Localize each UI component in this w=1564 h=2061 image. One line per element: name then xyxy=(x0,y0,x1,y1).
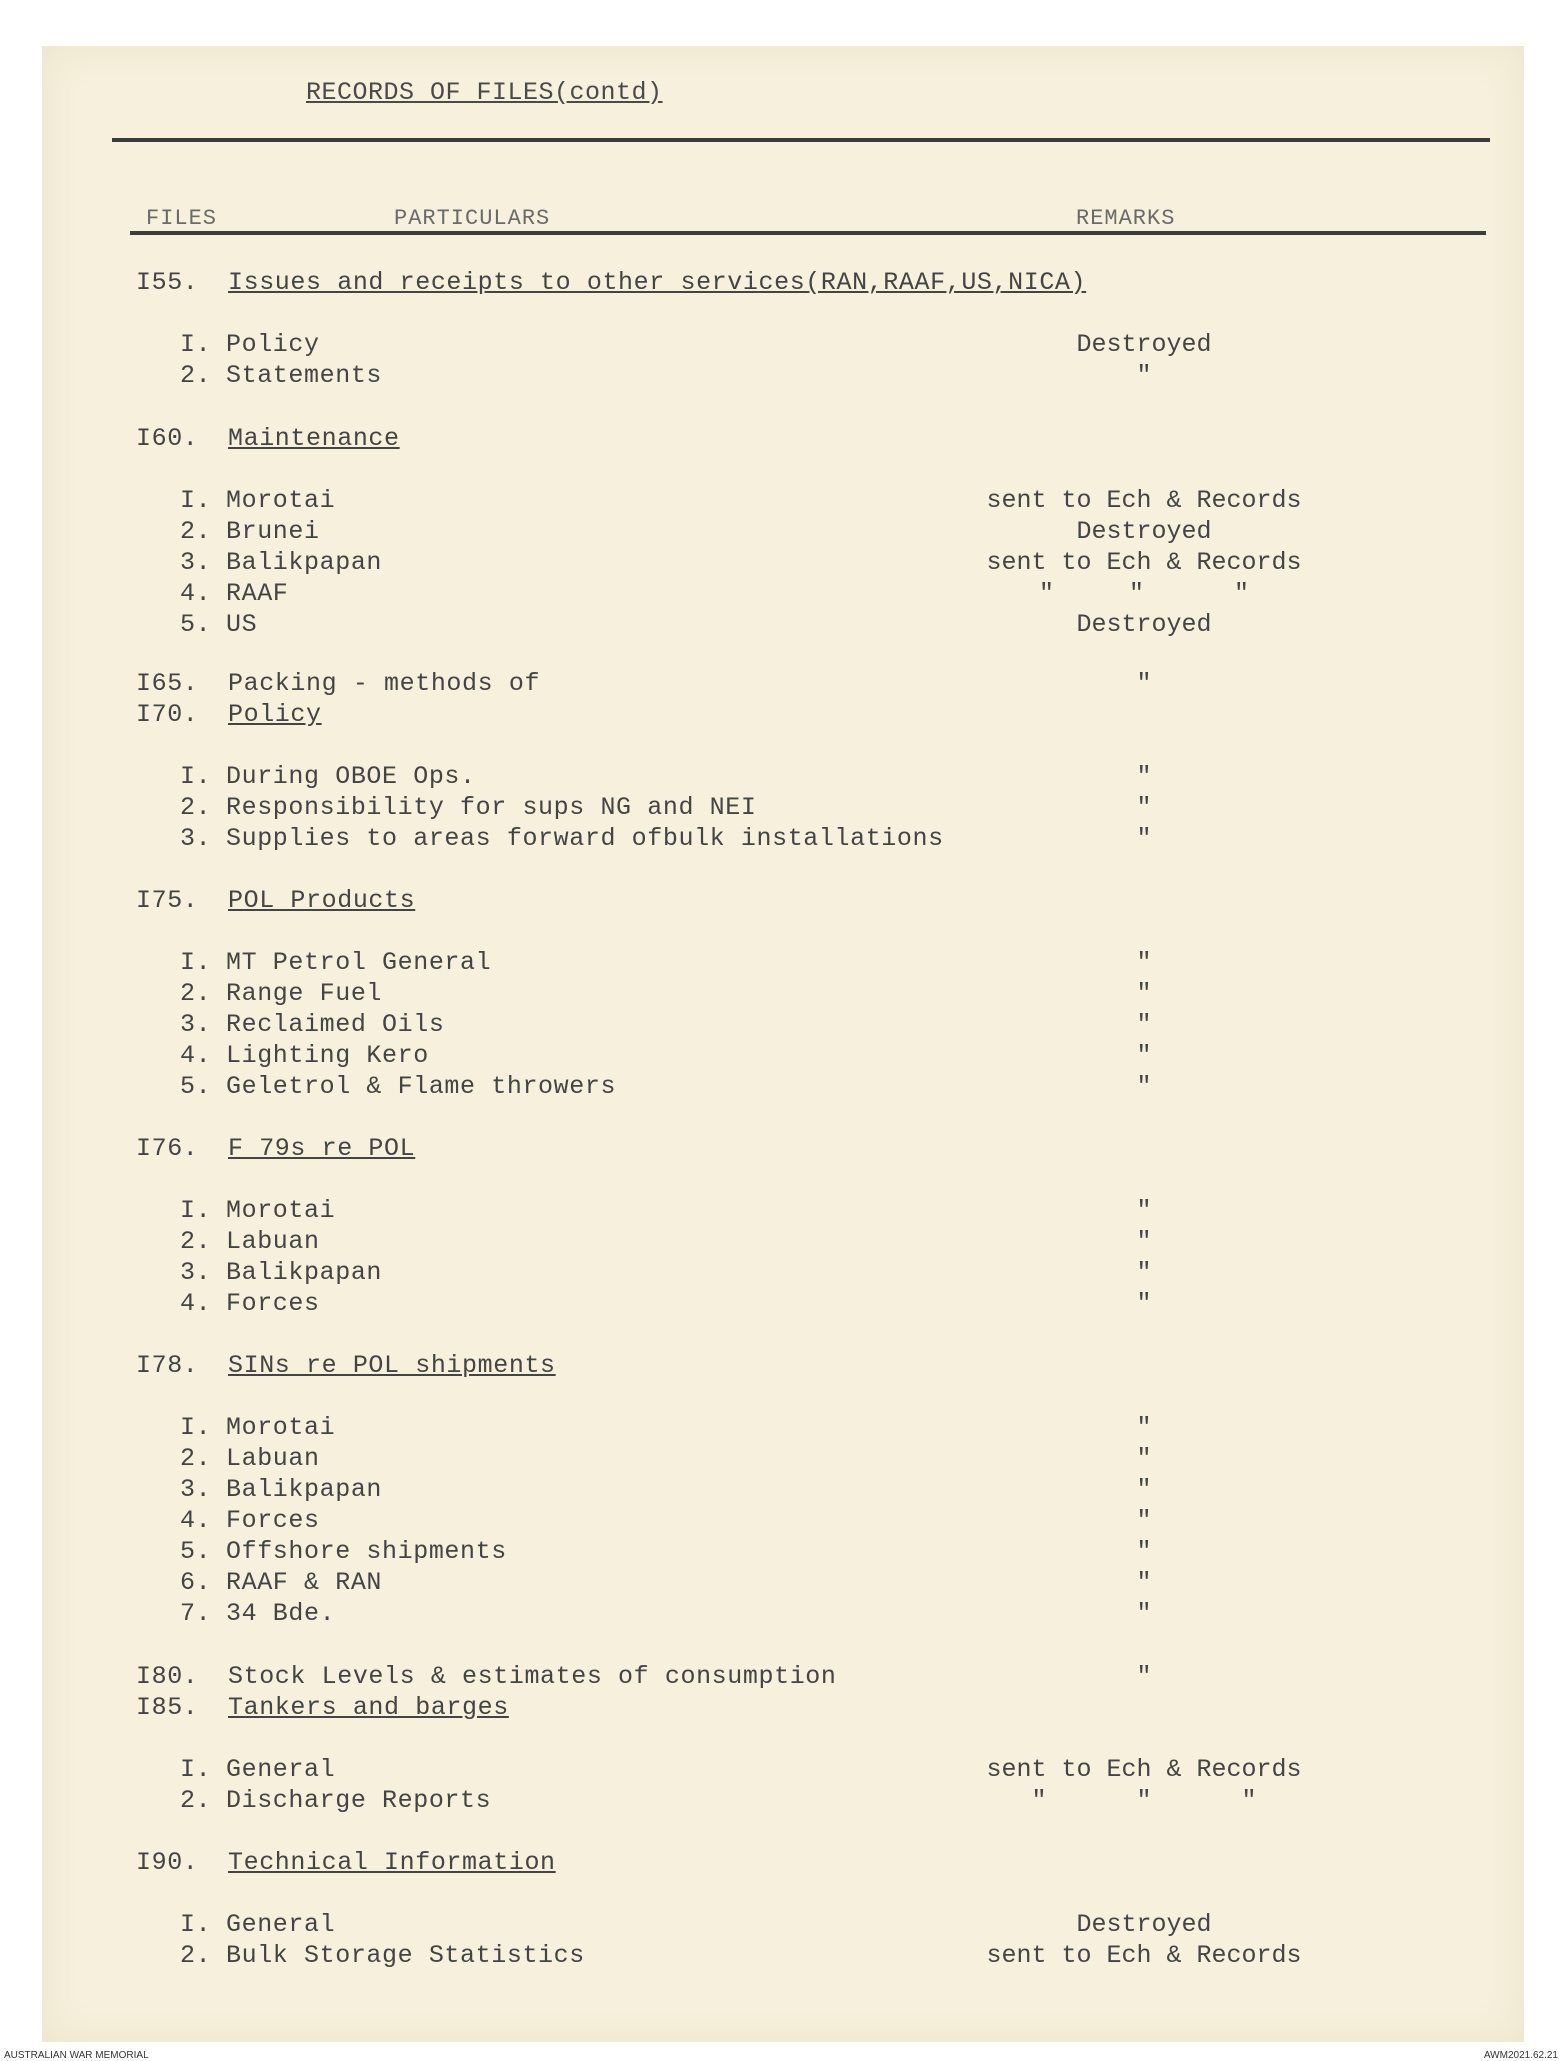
file-remark: " xyxy=(1136,1258,1152,1287)
file-particular: 34 Bde. xyxy=(226,1599,336,1628)
file-number: 3. xyxy=(180,548,212,577)
file-number: I75. xyxy=(136,886,199,915)
file-number: I. xyxy=(180,1755,212,1784)
file-remark: " xyxy=(1136,1568,1152,1597)
file-remark: " xyxy=(1136,1444,1152,1473)
file-number: 2. xyxy=(180,1444,212,1473)
file-number: I. xyxy=(180,1910,212,1939)
file-number: I80. xyxy=(136,1662,199,1691)
file-number: I55. xyxy=(136,268,199,297)
file-group-title: Stock Levels & estimates of consumption xyxy=(228,1662,837,1691)
file-number: I78. xyxy=(136,1351,199,1380)
file-number: 5. xyxy=(180,1537,212,1566)
file-remark: " xyxy=(1136,948,1152,977)
file-remark: sent to Ech & Records xyxy=(986,486,1302,515)
file-remark: " xyxy=(1136,1041,1152,1070)
file-number: 2. xyxy=(180,793,212,822)
file-remark: " xyxy=(1136,1196,1152,1225)
file-remark: " xyxy=(1136,1413,1152,1442)
file-remark: Destroyed xyxy=(1076,1910,1212,1939)
file-remark: " xyxy=(1136,1010,1152,1039)
column-header-particulars: PARTICULARS xyxy=(394,206,551,231)
file-particular: Morotai xyxy=(226,1413,336,1442)
file-number: I. xyxy=(180,948,212,977)
file-remark: " xyxy=(1136,1599,1152,1628)
file-number: 2. xyxy=(180,1941,212,1970)
file-remark: " " " xyxy=(1038,579,1250,608)
file-number: 4. xyxy=(180,1289,212,1318)
file-particular: Policy xyxy=(226,330,320,359)
file-particular: Statements xyxy=(226,361,383,390)
page-title: RECORDS OF FILES(contd) xyxy=(306,78,663,107)
file-group-title: SINs re POL shipments xyxy=(228,1351,556,1380)
file-group-title: Packing - methods of xyxy=(228,669,541,698)
file-number: 3. xyxy=(180,1475,212,1504)
file-number: I65. xyxy=(136,669,199,698)
file-number: I. xyxy=(180,1196,212,1225)
file-remark: " xyxy=(1136,1537,1152,1566)
column-header-files: FILES xyxy=(146,206,218,231)
file-number: 4. xyxy=(180,1041,212,1070)
file-number: I. xyxy=(180,1413,212,1442)
file-number: 2. xyxy=(180,1786,212,1815)
file-particular: Bulk Storage Statistics xyxy=(226,1941,585,1970)
file-group-title: Technical Information xyxy=(228,1848,556,1877)
file-remark: sent to Ech & Records xyxy=(986,1941,1302,1970)
file-particular: Discharge Reports xyxy=(226,1786,492,1815)
file-particular: Balikpapan xyxy=(226,1475,383,1504)
header-rule-top xyxy=(112,138,1490,142)
file-remark: " xyxy=(1136,1662,1152,1691)
footer-credit: AUSTRALIAN WAR MEMORIAL xyxy=(4,2050,149,2061)
file-particular: Morotai xyxy=(226,1196,336,1225)
column-header-remarks: REMARKS xyxy=(1076,206,1176,231)
file-remark: " xyxy=(1136,979,1152,1008)
file-particular: Geletrol & Flame throwers xyxy=(226,1072,617,1101)
file-remark: " " " xyxy=(1031,1786,1257,1815)
file-number: 4. xyxy=(180,1506,212,1535)
file-remark: " xyxy=(1136,361,1152,390)
file-remark: " xyxy=(1136,824,1152,853)
file-remark: sent to Ech & Records xyxy=(986,548,1302,577)
file-number: 3. xyxy=(180,824,212,853)
file-particular: Forces xyxy=(226,1506,320,1535)
file-group-title: Issues and receipts to other services(RAN,RAAF,US,NICA) xyxy=(228,268,1087,297)
file-particular: Balikpapan xyxy=(226,1258,383,1287)
file-number: I76. xyxy=(136,1134,199,1163)
file-group-title: Policy xyxy=(228,700,322,729)
file-number: 3. xyxy=(180,1258,212,1287)
file-number: I. xyxy=(180,330,212,359)
file-remark: " xyxy=(1136,1506,1152,1535)
file-particular: Responsibility for sups NG and NEI xyxy=(226,793,757,822)
file-particular: Lighting Kero xyxy=(226,1041,429,1070)
file-remark: " xyxy=(1136,1072,1152,1101)
file-particular: General xyxy=(226,1755,336,1784)
file-number: 7. xyxy=(180,1599,212,1628)
file-particular: Balikpapan xyxy=(226,548,383,577)
file-remark: Destroyed xyxy=(1076,517,1212,546)
file-number: I. xyxy=(180,486,212,515)
file-number: 6. xyxy=(180,1568,212,1597)
file-number: 2. xyxy=(180,361,212,390)
file-remark: Destroyed xyxy=(1076,330,1212,359)
file-group-title: POL Products xyxy=(228,886,416,915)
file-particular: MT Petrol General xyxy=(226,948,492,977)
file-number: 2. xyxy=(180,1227,212,1256)
file-particular: Brunei xyxy=(226,517,320,546)
file-particular: Forces xyxy=(226,1289,320,1318)
file-remark: " xyxy=(1136,762,1152,791)
file-number: I70. xyxy=(136,700,199,729)
file-remark: Destroyed xyxy=(1076,610,1212,639)
file-remark: sent to Ech & Records xyxy=(986,1755,1302,1784)
file-particular: Reclaimed Oils xyxy=(226,1010,445,1039)
file-particular: RAAF & RAN xyxy=(226,1568,383,1597)
file-number: I85. xyxy=(136,1693,199,1722)
file-remark: " xyxy=(1136,669,1152,698)
header-rule-bottom xyxy=(130,231,1486,235)
file-remark: " xyxy=(1136,793,1152,822)
file-particular: US xyxy=(226,610,258,639)
file-particular: Offshore shipments xyxy=(226,1537,507,1566)
file-particular: RAAF xyxy=(226,579,289,608)
file-number: 5. xyxy=(180,610,212,639)
footer-reference: AWM2021.62.21 xyxy=(1483,2050,1558,2061)
file-group-title: Tankers and barges xyxy=(228,1693,509,1722)
file-particular: General xyxy=(226,1910,336,1939)
file-particular: During OBOE Ops. xyxy=(226,762,476,791)
file-particular: Labuan xyxy=(226,1227,320,1256)
file-number: I90. xyxy=(136,1848,199,1877)
file-particular: Labuan xyxy=(226,1444,320,1473)
file-remark: " xyxy=(1136,1227,1152,1256)
file-group-title: F 79s re POL xyxy=(228,1134,416,1163)
file-number: I60. xyxy=(136,424,199,453)
file-particular: Morotai xyxy=(226,486,336,515)
file-number: 3. xyxy=(180,1010,212,1039)
file-number: 2. xyxy=(180,979,212,1008)
file-particular: Range Fuel xyxy=(226,979,383,1008)
file-remark: " xyxy=(1136,1475,1152,1504)
file-remark: " xyxy=(1136,1289,1152,1318)
file-number: 4. xyxy=(180,579,212,608)
file-group-title: Maintenance xyxy=(228,424,400,453)
file-number: 2. xyxy=(180,517,212,546)
file-number: 5. xyxy=(180,1072,212,1101)
file-particular: Supplies to areas forward ofbulk installations xyxy=(226,824,944,853)
file-number: I. xyxy=(180,762,212,791)
